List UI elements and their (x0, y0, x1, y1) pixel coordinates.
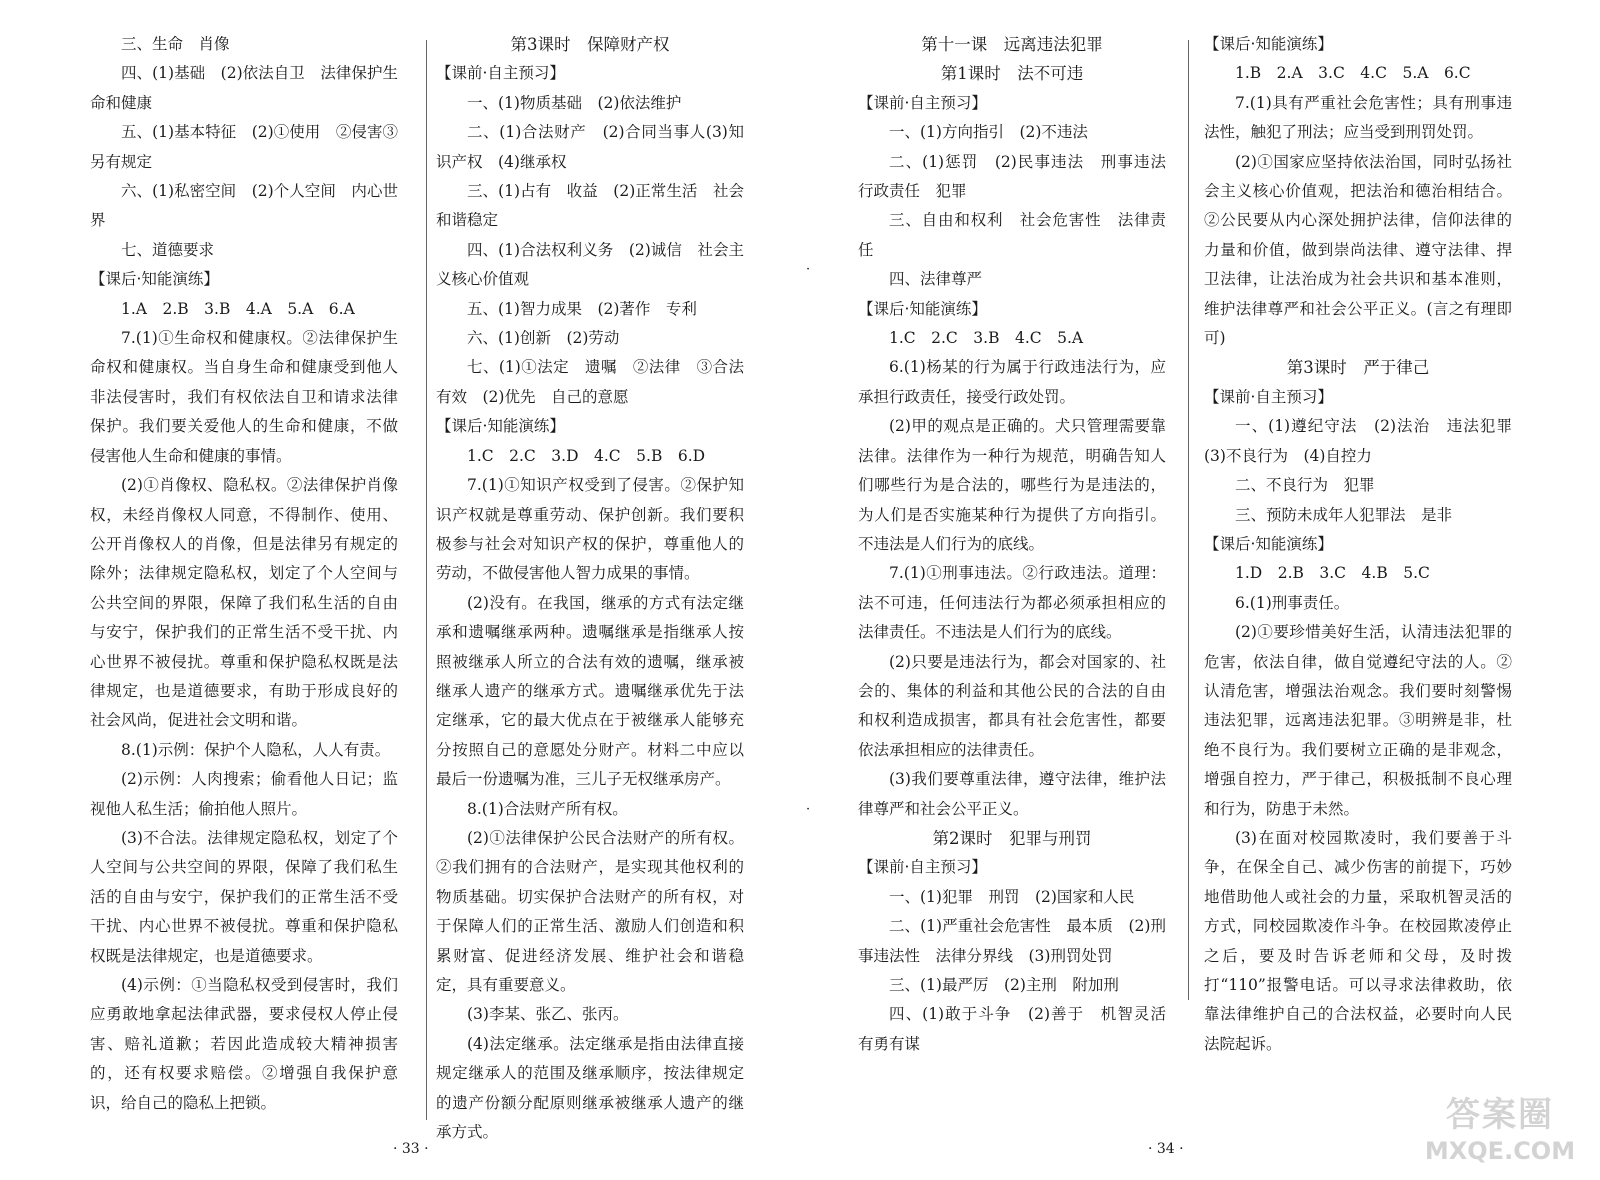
choice-answers: 1.B 2.A 3.C 4.C 5.A 6.C (1235, 64, 1471, 83)
lesson-heading: 第十一课 远离违法犯罪 (921, 35, 1103, 54)
answer-line: 三、(1)最严厉 (2)主刑 附加刑 (889, 976, 1119, 994)
page-number-left: · 33 · (393, 1141, 429, 1157)
answer-paragraph: 7.(1)①刑事违法。②行政违法。道理：法不可违，任何违法行为都必须承担相应的法律责任。不违法是人们行为的底线。 (858, 564, 1166, 642)
answer-paragraph: (3)李某、张乙、张丙。 (467, 1005, 629, 1024)
answer-column-4 (1204, 30, 1512, 1059)
answer-line: 二、不良行为 犯罪 (1235, 476, 1375, 495)
answer-column-1 (90, 30, 398, 1118)
answer-paragraph: 7.(1)具有严重社会危害性；具有刑事违法性，触犯了刑法；应当受到刑罚处罚。 (1204, 93, 1512, 142)
answer-line: 四、(1)敢于斗争 (2)善于 机智灵活 有勇有谋 (858, 1005, 1182, 1053)
answer-paragraph: (2)①要珍惜美好生活，认清违法犯罪的危害，依法自律，做自觉遵纪守法的人。②认清危害，增强法治观念。我们要时刻警惕违法犯罪，远离违法犯罪。③明辨是非，杜绝不良行为。我们要树立正确的是非观念，增强自控力，严于律己，积极抵制不良心理和行为，防患于未然。 (1204, 623, 1512, 818)
watermark-url: MXQE.COM (1424, 1137, 1576, 1165)
column-divider-right (1188, 40, 1189, 1000)
answer-paragraph: (3)不合法。法律规定隐私权，划定了个人空间与公共空间的界限，保障了我们私生活的自由与安宁，保护我们的正常生活不受干扰、内心世界不被侵扰。尊重和保护隐私权既是法律规定，也是道德要求。 (90, 828, 398, 965)
answer-paragraph: (3)在面对校园欺凌时，我们要善于斗争，在保全自己、减少伤害的前提下，巧妙地借助他人或社会的力量，采取机智灵活的方式，同校园欺凌作斗争。在校园欺凌停止之后，要及时告诉老师和父母，及时拨打“110”报警电话。可以寻求法律救助，依靠法律维护自己的合法权益，必要时向人民法院起诉。 (1204, 828, 1512, 1053)
answer-line: 六、(1)私密空间 (2)个人空间 内心世界 (90, 182, 398, 230)
section-label: 【课后·知能演练】 (858, 299, 987, 318)
answer-paragraph: (4)法定继承。法定继承是指由法律直接规定继承人的范围及继承顺序，按法律规定的遗产份额分配原则继承被继承人遗产的继承方式。 (436, 1034, 744, 1142)
answer-paragraph: 6.(1)杨某的行为属于行政违法行为，应承担行政责任，接受行政处罚。 (858, 358, 1166, 406)
answer-paragraph: (2)没有。在我国，继承的方式有法定继承和遗嘱继承两种。遗嘱继承是指继承人按照被继承人所立的合法有效的遗嘱，继承被继承人遗产的继承方式。遗嘱继承优先于法定继承，它的最大优点在于被继承人能够充分按照自己的意愿处分财产。材料二中应以最后一份遗嘱为准，三儿子无权继承房产。 (436, 593, 744, 789)
lesson-subheading: 第2课时 犯罪与刑罚 (932, 828, 1092, 848)
answer-paragraph: (2)①国家应坚持依法治国，同时弘扬社会主义核心价值观，把法治和德治相结合。②公民要从内心深处拥护法律，信仰法律的力量和价值，做到崇尚法律、遵守法律、捍卫法律，让法治成为社会共识和基本准则，维护法律尊严和社会公平正义。(言之有理即可) (1204, 152, 1512, 348)
lesson-heading: 第3课时 保障财产权 (510, 35, 670, 54)
answer-line: 七、(1)①法定 遗嘱 ②法律 ③合法有效 (2)优先 自己的意愿 (436, 358, 744, 406)
section-label: 【课后·知能演练】 (1204, 534, 1333, 553)
answer-line: 一、(1)物质基础 (2)依法维护 (467, 93, 682, 112)
answer-paragraph: 6.(1)刑事责任。 (1235, 593, 1350, 612)
lesson-subheading: 第3课时 严于律己 (1286, 358, 1430, 378)
answer-paragraph: (3)我们要尊重法律，遵守法律，维护法律尊严和社会公平正义。 (858, 770, 1166, 818)
answer-line: 三、(1)占有 收益 (2)正常生活 社会和谐稳定 (436, 182, 744, 230)
answer-line: 四、(1)合法权利义务 (2)诚信 社会主义核心价值观 (436, 240, 744, 289)
section-label: 【课前·自主预习】 (1204, 387, 1333, 406)
answer-paragraph: (2)①法律保护公民合法财产的所有权。②我们拥有的合法财产，是实现其他权利的物质基础。切实保护合法财产的所有权，对于保障人们的正常生活、激励人们创造和积累财富、促进经济发展、维护社会和谐稳定，具有重要意义。 (436, 828, 744, 994)
section-label: 【课前·自主预习】 (858, 858, 987, 877)
section-label: 【课后·知能演练】 (436, 417, 565, 436)
answer-paragraph: (4)示例：①当隐私权受到侵害时，我们应勇敢地拿起法律武器，要求侵权人停止侵害、赔礼道歉；若因此造成较大精神损害的，还有权要求赔偿。②增强自我保护意识，给自己的隐私上把锁。 (90, 976, 398, 1112)
choice-answers: 1.D 2.B 3.C 4.B 5.C (1235, 564, 1430, 583)
answer-paragraph: (2)只要是违法行为，都会对国家的、社会的、集体的利益和其他公民的合法的自由和权利造成损害，都具有社会危害性，都要依法承担相应的法律责任。 (858, 652, 1166, 759)
column-divider-left (426, 40, 427, 1120)
answer-line: 四、法律尊严 (889, 270, 983, 289)
answer-line: 二、(1)惩罚 (2)民事违法 刑事违法 行政责任 犯罪 (858, 152, 1182, 201)
answer-paragraph: (2)示例：人肉搜索；偷看他人日记；监视他人私生活；偷拍他人照片。 (90, 770, 398, 818)
answer-paragraph: 7.(1)①生命权和健康权。②法律保护生命权和健康权。当自身生命和健康受到他人非法侵害时，我们有权依法自卫和请求法律保护。我们要关爱他人的生命和健康，不做侵害他人生命和健康的事情。 (90, 329, 398, 465)
answer-line: 六、(1)创新 (2)劳动 (467, 329, 620, 348)
answer-line: 七、道德要求 (121, 240, 215, 259)
answer-line: 二、(1)合法财产 (2)合同当事人(3)知识产权 (4)继承权 (436, 123, 744, 171)
section-label: 【课后·知能演练】 (90, 270, 219, 289)
choice-answers: 1.A 2.B 3.B 4.A 5.A 6.A (121, 299, 355, 318)
answer-paragraph: 7.(1)①知识产权受到了侵害。②保护知识产权就是尊重劳动、保护创新。我们要积极参与社会对知识产权的保护，尊重他人的劳动，不做侵害他人智力成果的事情。 (436, 476, 744, 583)
answer-line: 四、(1)基础 (2)依法自卫 法律保护生命和健康 (90, 64, 398, 112)
answer-line: 一、(1)方向指引 (2)不违法 (889, 123, 1088, 142)
answer-line: 一、(1)遵纪守法 (2)法治 违法犯罪(3)不良行为 (4)自控力 (1204, 417, 1512, 465)
scan-speck: · (806, 802, 811, 817)
answer-line: 一、(1)犯罪 刑罚 (2)国家和人民 (889, 887, 1135, 906)
answer-column-3 (858, 30, 1182, 1059)
answer-line: 二、(1)严重社会危害性 最本质 (2)刑事违法性 法律分界线 (3)刑罚处罚 (858, 917, 1166, 965)
answer-paragraph: (2)甲的观点是正确的。犬只管理需要靠法律。法律作为一种行为规范，明确告知人们哪些行为是合法的，哪些行为是违法的，为人们是否实施某种行为提供了方向指引。不违法是人们行为的底线。 (858, 417, 1166, 553)
section-label: 【课前·自主预习】 (436, 64, 565, 83)
answer-line: 三、生命 肖像 (121, 35, 230, 53)
answer-paragraph: (2)①肖像权、隐私权。②法律保护肖像权，未经肖像权人同意，不得制作、使用、公开肖像权人的肖像，但是法律另有规定的除外；法律规定隐私权，划定了个人空间与公共空间的界限，保障了我们私生活的自由与安宁，保护我们的正常生活不受干扰、内心世界不被侵扰。尊重和保护隐私权既是法律规定，也是道德要求，有助于形成良好的社会风尚，促进社会文明和谐。 (90, 476, 398, 730)
section-label: 【课前·自主预习】 (858, 93, 987, 112)
answer-line: 五、(1)基本特征 (2)①使用 ②侵害③另有规定 (90, 123, 398, 171)
watermark-logo (1402, 1094, 1598, 1178)
answer-paragraph: 8.(1)示例：保护个人隐私，人人有责。 (121, 740, 391, 759)
answer-line: 五、(1)智力成果 (2)著作 专利 (467, 299, 697, 318)
answer-line: 三、预防未成年人犯罪法 是非 (1235, 505, 1453, 524)
section-label: 【课后·知能演练】 (1204, 35, 1333, 53)
answer-column-2 (436, 30, 744, 1147)
scan-speck: · (806, 262, 811, 277)
choice-answers: 1.C 2.C 3.B 4.C 5.A (889, 329, 1084, 348)
page-number-right: · 34 · (1148, 1141, 1184, 1157)
watermark-title: 答案圈 (1446, 1095, 1554, 1135)
lesson-subheading: 第1课时 法不可违 (940, 64, 1084, 84)
answer-paragraph: 8.(1)合法财产所有权。 (467, 799, 628, 818)
answer-line: 三、自由和权利 社会危害性 法律责任 (858, 211, 1166, 259)
choice-answers: 1.C 2.C 3.D 4.C 5.B 6.D (467, 446, 706, 465)
